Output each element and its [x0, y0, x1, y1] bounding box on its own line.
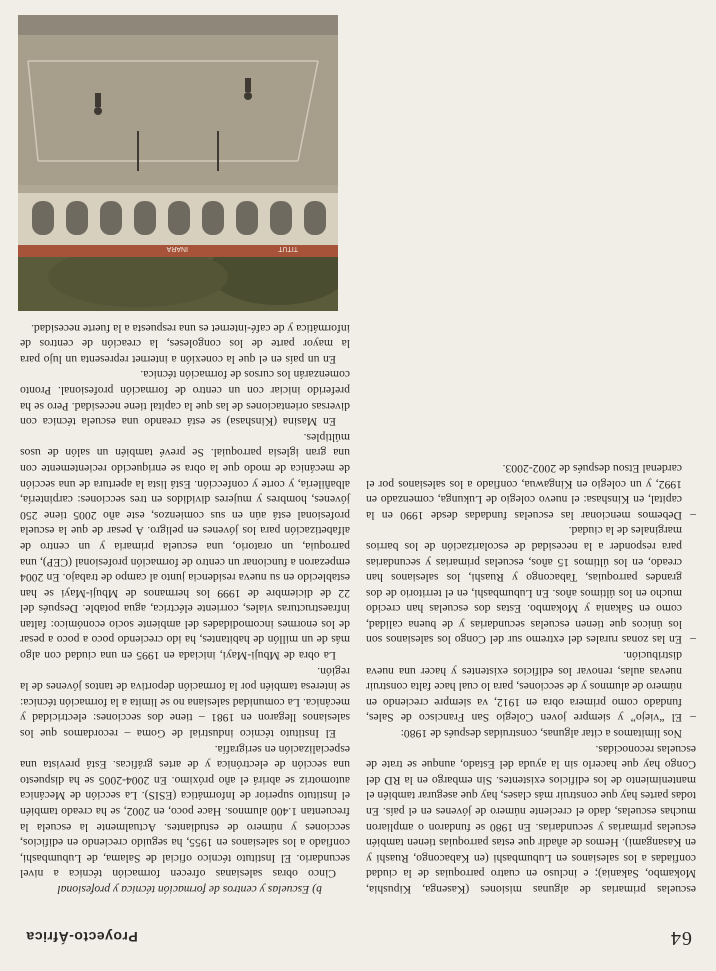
paragraph: La obra de Mbuji-Mayi, iniciada en 1995 en una ciudad con algo más de un millón de habitantes, ha ido creciendo poco a poco a pesar de los enormes incomodidades del ambiente socio económico: faltan infraestructuras viales, corriente eléctrica, agua potable. Después del 22 de diciembre de 1999 los hermanos de Mbuji-Mayi se han establecido en su nueva residencia junto al campo de trabajo. En 2004 empezaron a funcionar un centro de formación profesional (CEP), una parroquia, un oratorio, una escuela primaria y un centro de alfabetización para los jóvenes en peligro. A pesar de que la escuela profesional está aún en sus comienzos, este año 2005 tiene 250 jóvenes, hombres y mujeres divididos en tres secciones: carpintería, albañilería, y corte y confección. Está lista la apertura de una sección de mecánica de modo que la obra se enriquecido recientemente con una gran iglesia parroquial. Se prevé también un salón de usos múltiples.: [20, 430, 350, 663]
paragraph: El Instituto técnico industrial de Goma – recordamos que los salesianos llegaron en 1981 – tiene dos secciones: electricidad y mecánica. La comunidad salesiana no se limita a la formación técnica: se interesa también por la formación deportiva de tantos jóvenes de la región.: [20, 664, 350, 741]
list-item: – En las zonas rurales del extremo sur del Congo los salesianos son los únicos que tienen escuelas secundarias y de buena calidad, como en Sakania y Mokambo. Estas dos escuelas han crecido mucho en los últimos años. En Lubumbashi, en el territorio de dos grandes parroquias, Tabacongo y Ruashi, los salesianos han creado, en los últimos 15 años, escuelas primarias y secundarias para responder a la necesidad de escolarización de los barrios marginales de la ciudad.: [366, 523, 696, 648]
right-column: [20, 320, 350, 897]
school-courtyard-photo: [18, 15, 338, 311]
page-header: [0, 919, 716, 959]
page-number: 64: [670, 927, 692, 949]
paragraph: Cinco obras salesianas ofrecen formación técnica a nivel secundario. El Instituto técnico oficial de Salama, de Lubumbashi, confiado a los salesianos en 1955, ha seguido creciendo en edificios, secciones y número de estudiantes. Actualmente la escuela la frecuentan 1.400 alumnos. Hace poco, en 2002, se ha creado también el Instituto superior de Informática (ESIS). La sección de Mecánica automotriz se abrirá el año próximo. En 2004-2005 se ha dispuesto una sección de electrónica y de artes gráficas. Está prevista una especialización en serigrafía.: [20, 742, 350, 881]
subheading: b) Escuelas y centros de formación técnica y profesional: [57, 883, 322, 896]
list-item: – Debemos mencionar las escuelas fundadas desde 1990 en la capital, en Kinshasa: el nuevo colegio de Lukunga, comenzado en 1992, y un colegio en Kingawua, confiado a los salesianos por el cardenal Etsou después de 2002-2003.: [366, 460, 696, 522]
list-item: – El “viejo” y siempre joven Colegio San Francisco de Sales, fundado como primera obra en 1912, va siempre creciendo en número de alumnos y de secciones, para lo cual hace falta construir nuevas aulas, renovar los edificios existentes y hacer una nueva distribución.: [366, 648, 696, 726]
building-sign-text: TITUT: [278, 245, 298, 252]
section-title: Proyecto-África: [26, 929, 138, 945]
left-column: [366, 460, 696, 897]
paragraph: En Masina (Kinshasa) se está creando una escuela técnica con diversas orientaciones de las que la capital tiene necesidad. Pero se ha preferido iniciar con un centro de formación profesional. Pronto comenzarán los cursos de formación técnica.: [20, 368, 350, 429]
building-sign-text: INARA: [166, 245, 188, 252]
paragraph: En un país en el que la conexión a internet representa un lujo para la mayor parte de los congoleses, la creación de centros de informática y de café-internet es una respuesta a la fuerte necesidad.: [20, 321, 350, 366]
paragraph: Nos limitamos a citar algunas, construidas después de 1980:: [400, 727, 682, 741]
paragraph: escuelas primarias de algunas misiones (Kasenga, Kipushia, Mokambo, Sakania); e incluso en cuatro parroquias de la ciudad confiadas a los salesianos en Lubumbashi (en Kabacongo, Ruashi y en Kasangami). Hemos de añadir que estas parroquias tienen también escuelas primarias y secundarias. En 1980 se fundaron o ampliaron muchas escuelas, dado el creciente número de jóvenes en el país. En todas partes hay que construir más clases, hay que asegurar también el mantenimiento de los edificios existentes. Sin embargo en la RD del Congo hay que hacerlo sin la ayuda del Estado, aunque se trate de escuelas reconocidas.: [366, 742, 696, 896]
bullet-list: [366, 460, 696, 725]
